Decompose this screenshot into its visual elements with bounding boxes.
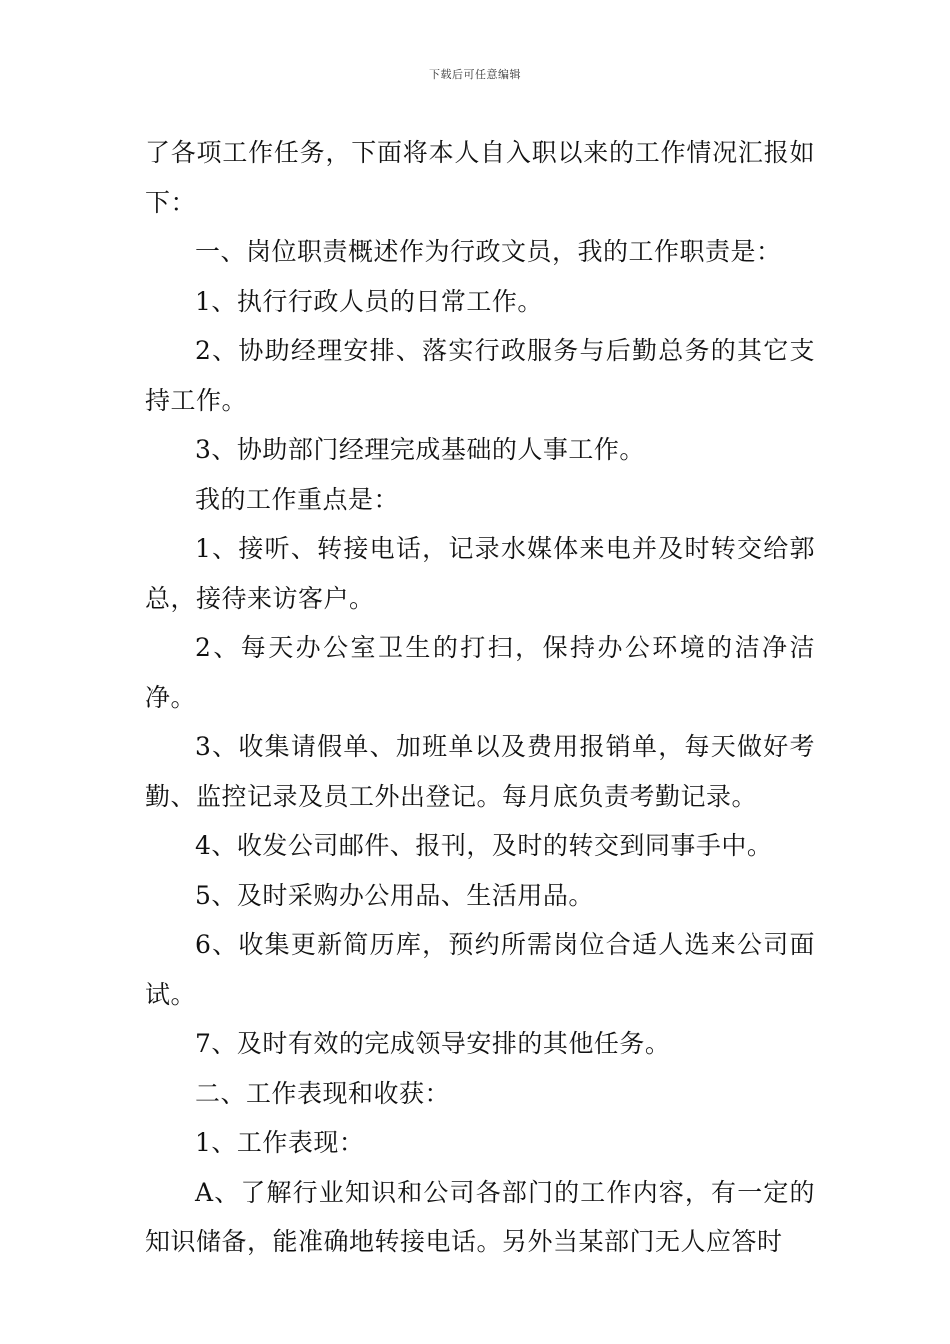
focus-item: 4、收发公司邮件、报刊，及时的转交到同事手中。 bbox=[195, 831, 773, 860]
focus-item: 3、收集请假单、加班单以及费用报销单，每天做好考勤、监控记录及员工外出登记。每月底负责考勤记录。 bbox=[145, 732, 815, 811]
duty-item: 3、协助部门经理完成基础的人事工作。 bbox=[195, 435, 645, 464]
section-heading-duties: 一、岗位职责概述作为行政文员，我的工作职责是： bbox=[195, 237, 782, 266]
section-heading-performance: 二、工作表现和收获： bbox=[195, 1078, 451, 1108]
subheading-focus: 我的工作重点是： bbox=[195, 484, 400, 514]
duty-item: 2、协助经理安排、落实行政服务与后勤总务的其它支持工作。 bbox=[145, 336, 815, 415]
page-header: 下载后可任意编辑 bbox=[429, 68, 521, 81]
document-body bbox=[145, 128, 815, 1267]
paragraph-continuation: 了各项工作任务，下面将本人自入职以来的工作情况汇报如下： bbox=[145, 138, 815, 217]
focus-item: 2、每天办公室卫生的打扫，保持办公环境的洁净洁净。 bbox=[145, 633, 815, 712]
focus-item: 1、接听、转接电话，记录水媒体来电并及时转交给郭总，接待来访客户。 bbox=[145, 534, 815, 613]
focus-item: 6、收集更新简历库，预约所需岗位合适人选来公司面试。 bbox=[145, 930, 815, 1009]
focus-item: 5、及时采购办公用品、生活用品。 bbox=[195, 880, 594, 910]
performance-item: A、了解行业知识和公司各部门的工作内容，有一定的知识储备，能准确地转接电话。另外当某部门无人应答时 bbox=[145, 1177, 815, 1256]
focus-item: 7、及时有效的完成领导安排的其他任务。 bbox=[195, 1029, 671, 1058]
duty-item: 1、执行行政人员的日常工作。 bbox=[195, 286, 543, 316]
subheading-performance: 1、工作表现： bbox=[195, 1128, 365, 1157]
